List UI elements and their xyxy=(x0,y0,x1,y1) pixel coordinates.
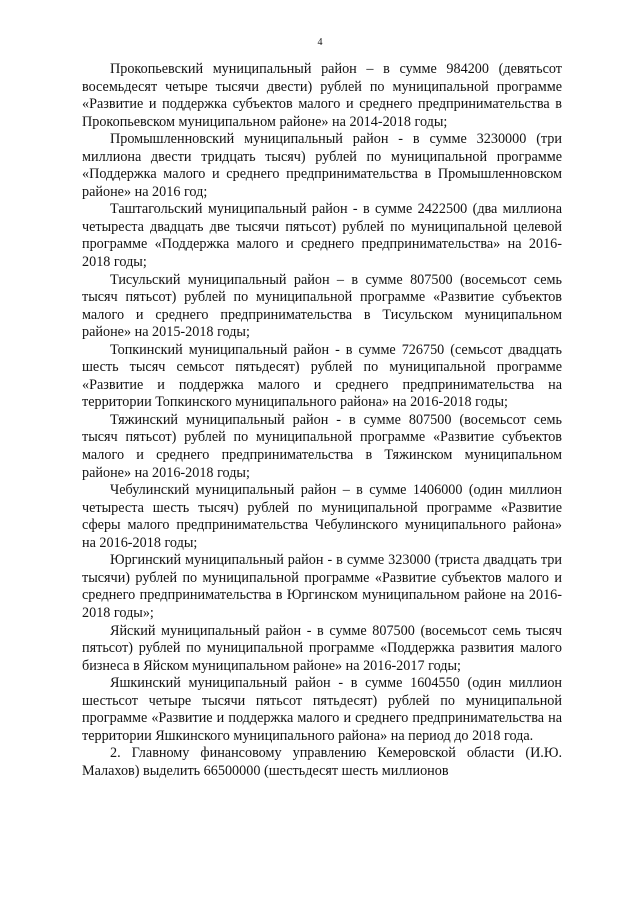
paragraph-tisulsky: Тисульский муниципальный район – в сумме 807500 (восемьсот семь тысяч пятьсот) рублей по муниципальной программе «Развитие субъектов малого и среднего предпринимательства в Тисульском муниципальном районе» на 2015-2018 годы; xyxy=(82,271,562,341)
document-body xyxy=(82,61,562,780)
paragraph-item-2: 2. Главному финансовому управлению Кемеровской области (И.Ю. Малахов) выделить 66500000 (шестьдесят шесть миллионов xyxy=(82,745,562,779)
paragraph-tashtagolsky: Таштагольский муниципальный район - в сумме 2422500 (два миллиона четыреста двадцать две тысячи пятьсот) рублей по муниципальной целевой программе «Поддержка малого и среднего предпринимательства» на 2016-2018 годы; xyxy=(82,201,562,271)
paragraph-topkinsky: Топкинский муниципальный район - в сумме 726750 (семьсот двадцать шесть тысяч семьсот пятьдесят) рублей по муниципальной программе «Развитие и поддержка малого и среднего предпринимательства на территории Топкинского муниципального района» на 2016-2018 годы; xyxy=(82,341,562,411)
paragraph-chebulinsky: Чебулинский муниципальный район – в сумме 1406000 (один миллион четыреста шесть тысяч) рублей по муниципальной программе «Развитие сферы малого предпринимательства Чебулинского муниципального района» на 2016-2018 годы; xyxy=(82,482,562,551)
paragraph-yashkinsky: Яшкинский муниципальный район - в сумме 1604550 (один миллион шестьсот четыре тысячи пятьсот пятьдесят) рублей по муниципальной программе «Развитие и поддержка малого и среднего предпринимательства на территории Яшкинского муниципального района» на период до 2018 года. xyxy=(82,675,562,744)
page-number: 4 xyxy=(317,37,323,48)
paragraph-yurginsky: Юргинский муниципальный район - в сумме 323000 (триста двадцать три тысячи) рублей по муниципальной программе «Развитие субъектов малого и среднего предпринимательства в Юргинском муниципальном районе на 2016-2018 годы»; xyxy=(82,552,562,621)
paragraph-tyazhinsky: Тяжинский муниципальный район - в сумме 807500 (восемьсот семь тысяч пятьсот) рублей по муниципальной программе «Развитие субъектов малого и среднего предпринимательства в Тяжинском муниципальном районе» на 2016-2018 годы; xyxy=(82,411,562,481)
paragraph-promyshlennovsky: Промышленновский муниципальный район - в сумме 3230000 (три миллиона двести тридцать тысяч) рублей по муниципальной программе «Поддержка малого и среднего предпринимательства в Промышленновском районе» на 2016 год; xyxy=(82,131,562,200)
paragraph-yaysky: Яйский муниципальный район - в сумме 807500 (восемьсот семь тысяч пятьсот) рублей по муниципальной программе «Поддержка развития малого бизнеса в Яйском муниципальном районе» на 2016-2017 годы; xyxy=(82,622,562,674)
paragraph-prokopyevsky: Прокопьевский муниципальный район – в сумме 984200 (девятьсот восемьдесят четыре тысячи двести) рублей по муниципальной программе «Развитие и поддержка субъектов малого и среднего предпринимательства в Прокопьевском муниципальном районе» на 2014-2018 годы; xyxy=(82,61,562,130)
